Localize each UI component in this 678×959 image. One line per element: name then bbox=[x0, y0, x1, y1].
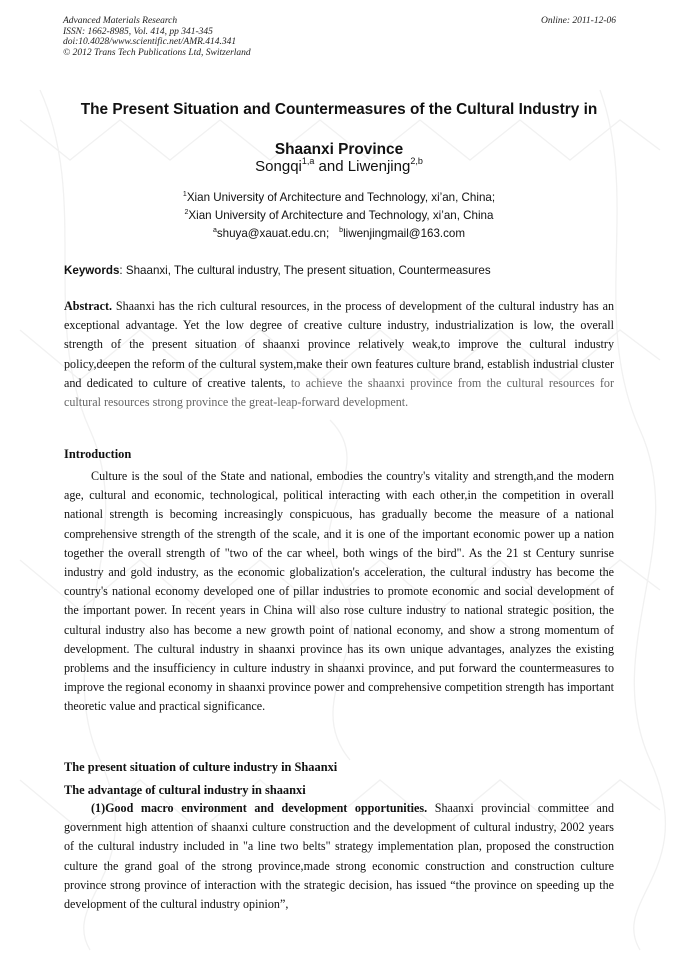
journal-name: Advanced Materials Research bbox=[63, 16, 178, 26]
email-b[interactable]: liwenjingmail@163.com bbox=[343, 227, 466, 240]
copyright-line: © 2012 Trans Tech Publications Ltd, Switzerland bbox=[63, 47, 251, 58]
email-a[interactable]: shuya@xauat.edu.cn; bbox=[216, 227, 330, 240]
advantage-text: Shaanxi provincial committee and government high attention of shaanxi culture construction and the development of cultural industry, 2002 years of the cultural industry included in "a line two belts" strategy implementation plan, proposed the construction culture the grand goal of the strong province,made strong economic construction and construction culture province strong province of interaction with the strategic decision, has issued “the province on speeding up the development of the cultural industry opinion”, bbox=[64, 801, 615, 912]
introduction-heading: Introduction bbox=[64, 447, 132, 461]
emails bbox=[40, 225, 638, 243]
keywords-text: : Shaanxi, The cultural industry, The present situation, Countermeasures bbox=[119, 264, 491, 277]
author-2: Liwenjing bbox=[347, 158, 411, 175]
email-b-sup: b bbox=[339, 227, 344, 234]
affiliation-1-sup: 1 bbox=[182, 191, 187, 198]
affiliations bbox=[40, 189, 638, 243]
author-1-sup: 1,a bbox=[301, 156, 315, 166]
issn-line: ISSN: 1662-8985, Vol. 414, pp 341-345 bbox=[63, 26, 213, 37]
keywords-label: Keywords bbox=[64, 264, 120, 277]
affiliation-2-sup: 2 bbox=[184, 209, 189, 216]
author-1: Songqi bbox=[255, 158, 302, 175]
abstract-text-faded: to achieve the shaanxi province from the cultural resources for cultural resources strong province the great-leap-forward development. bbox=[64, 375, 614, 410]
journal-header bbox=[63, 16, 616, 58]
abstract bbox=[64, 297, 614, 412]
author-2-sup: 2,b bbox=[410, 156, 423, 166]
advantage-paragraph bbox=[64, 799, 614, 914]
title-line-1: The Present Situation and Countermeasures of the Cultural Industry in bbox=[80, 101, 598, 118]
section-heading: The present situation of culture industry in Shaanxi bbox=[64, 760, 338, 774]
affiliation-2-text: Xian University of Architecture and Technology, xi’an, China bbox=[188, 209, 494, 222]
author-conjunction: and bbox=[314, 158, 348, 175]
title-line-2: Shaanxi Province bbox=[274, 141, 404, 158]
abstract-text: Shaanxi has the rich cultural resources, in the process of development of the cultural industry has an exceptional advantage. Yet the low degree of creative culture industry, industrialization is low, the overall strength of the present situation of shaanxi province relatively weak,to improve the cultural industry policy,deepen the reform of the cultural system,make their own features culture brand, establish industrial cluster and dedicated to culture of creative talents, bbox=[64, 299, 614, 390]
subsection-heading: The advantage of cultural industry in shaanxi bbox=[64, 783, 306, 797]
online-date: Online: 2011-12-06 bbox=[540, 16, 616, 26]
keywords bbox=[64, 264, 616, 278]
abstract-label: Abstract. bbox=[64, 299, 113, 313]
affiliation-2 bbox=[40, 207, 638, 225]
affiliation-1-text: Xian University of Architecture and Technology, xi’an, China; bbox=[186, 191, 496, 204]
author-line bbox=[40, 157, 638, 177]
introduction-text: Culture is the soul of the State and national, embodies the country's vitality and strength,and the modern age, cultural and economic, technological, political interacting with each other,in the competition in overall national strength is becoming increasingly conspicuous, has gradually become the measure of a national comprehensive strength of the strength of the scale, and it is one of the important economic power up a nation together the overall strength of "two of the car wheel, both wings of the bird". As the 21 st Century sunrise industry and gold industry, as the economic globalization's acceleration, the cultural industry has become the country's national economy developed one of pillar industries to promote economic and social development of the important power. In recent years in China will also rose culture industry to national strategic position, the cultural industry also has become a new growth point of national economy, and show a strong momentum of development. The cultural industry in shaanxi province has its own unique advantages, analyzes the existing problems and the insufficiency in culture industry in shaanxi province, and put forward the countermeasures to improve the regional economy in shaanxi province power and comprehensive competition strength has important theoretic value and practical significance. bbox=[64, 469, 614, 714]
doi-line: doi:10.4028/www.scientific.net/AMR.414.341 bbox=[63, 37, 237, 48]
email-a-sup: a bbox=[212, 227, 217, 234]
affiliation-1 bbox=[40, 189, 638, 207]
advantage-lead: (1)Good macro environment and development opportunities. bbox=[91, 801, 428, 815]
